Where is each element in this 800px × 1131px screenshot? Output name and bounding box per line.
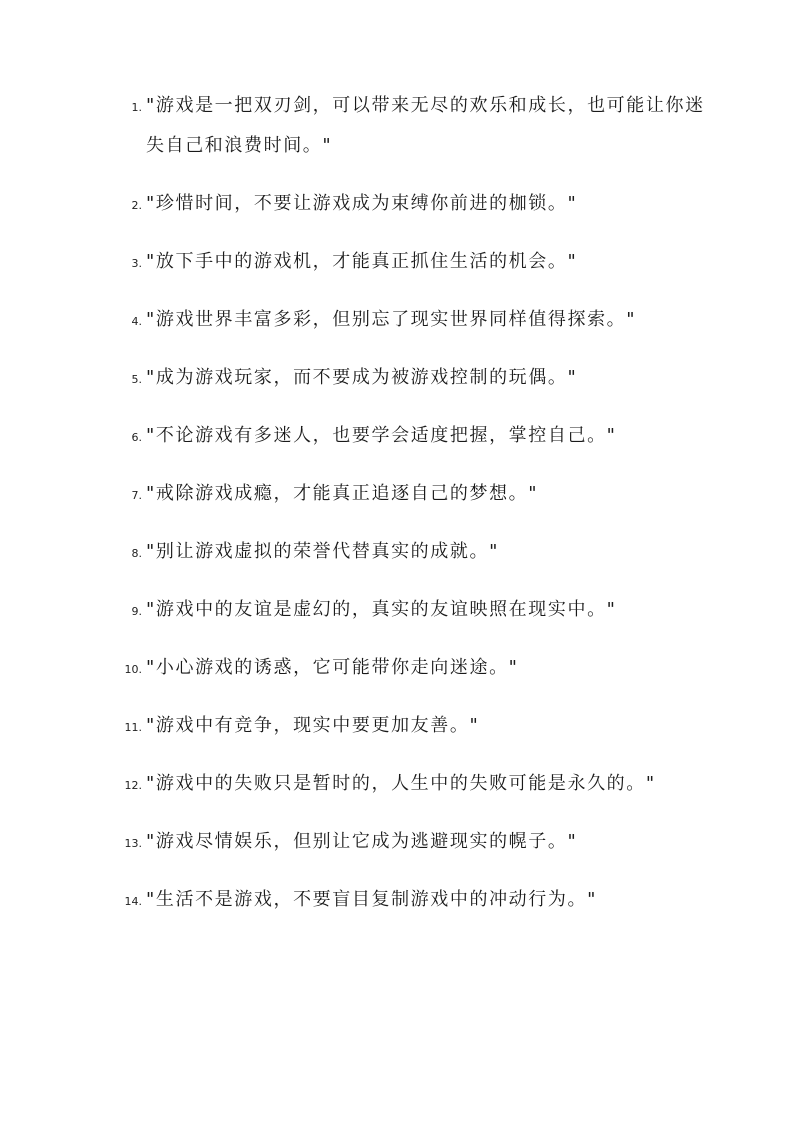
list-item (0, 880, 800, 920)
item-text: "生活不是游戏，不要盲目复制游戏中的冲动行为。" (146, 889, 597, 910)
list-item (0, 822, 800, 862)
item-text: "游戏中的失败只是暂时的，人生中的失败可能是永久的。" (146, 773, 656, 794)
list-item (0, 358, 800, 398)
item-text: "小心游戏的诱惑，它可能带你走向迷途。" (146, 657, 519, 678)
item-text: "戒除游戏成瘾，才能真正追逐自己的梦想。" (146, 483, 539, 504)
item-number: 5. (131, 373, 142, 386)
item-number: 12. (124, 779, 142, 792)
list-item (0, 86, 800, 166)
item-number: 6. (131, 431, 142, 444)
list-item (0, 532, 800, 572)
list-item (0, 416, 800, 456)
item-text: "游戏中有竞争，现实中要更加友善。" (146, 715, 480, 736)
item-number: 14. (124, 895, 142, 908)
item-text: "别让游戏虚拟的荣誉代替真实的成就。" (146, 541, 499, 562)
item-number: 8. (131, 547, 142, 560)
item-number: 9. (131, 605, 142, 618)
list-item (0, 300, 800, 340)
item-number: 7. (131, 489, 142, 502)
item-number: 13. (124, 837, 142, 850)
item-text: "珍惜时间，不要让游戏成为束缚你前进的枷锁。" (146, 193, 578, 214)
list-item (0, 590, 800, 630)
item-text: "游戏中的友谊是虚幻的，真实的友谊映照在现实中。" (146, 599, 617, 620)
list-item (0, 764, 800, 804)
list-item (0, 474, 800, 514)
item-text: "游戏世界丰富多彩，但别忘了现实世界同样值得探索。" (146, 309, 637, 330)
item-number: 1. (131, 101, 142, 114)
item-text: "不论游戏有多迷人，也要学会适度把握，掌控自己。" (146, 425, 617, 446)
item-text: "放下手中的游戏机，才能真正抓住生活的机会。" (146, 251, 578, 272)
quote-list (0, 86, 800, 938)
item-number: 4. (131, 315, 142, 328)
list-item (0, 184, 800, 224)
item-number: 3. (131, 257, 142, 270)
list-item (0, 648, 800, 688)
item-number: 11. (124, 721, 142, 734)
item-text: "成为游戏玩家，而不要成为被游戏控制的玩偶。" (146, 367, 578, 388)
list-item (0, 706, 800, 746)
item-text: "游戏是一把双刃剑，可以带来无尽的欢乐和成长，也可能让你迷失自己和浪费时间。" (146, 95, 705, 156)
item-number: 2. (131, 199, 142, 212)
item-number: 10. (124, 663, 142, 676)
list-item (0, 242, 800, 282)
item-text: "游戏尽情娱乐，但别让它成为逃避现实的幌子。" (146, 831, 578, 852)
